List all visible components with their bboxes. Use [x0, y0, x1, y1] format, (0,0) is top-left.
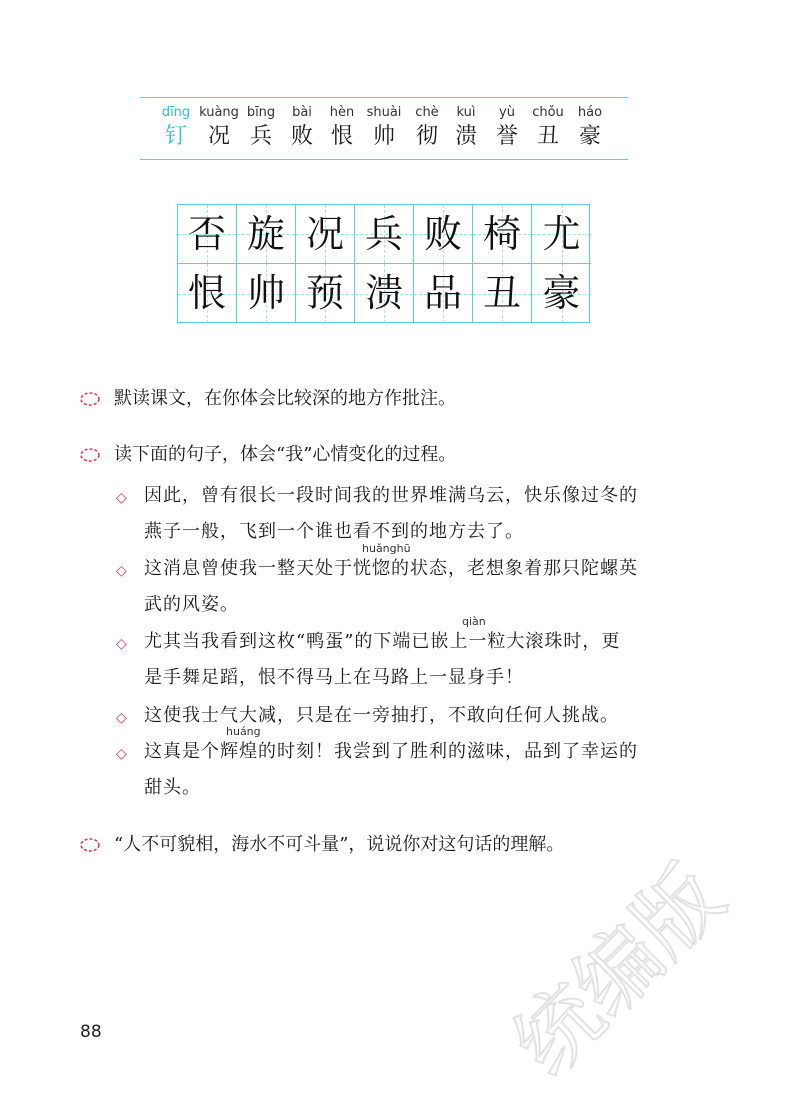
- pinyin-char: 兵: [249, 124, 272, 149]
- pinyin-text: shuài: [366, 105, 402, 120]
- pinyin-text: chǒu: [532, 105, 564, 120]
- grid-cell: [355, 205, 414, 264]
- task-text: 读下面的句子，体会“我”心情变化的过程。: [114, 444, 457, 465]
- grid-cell: [237, 264, 296, 323]
- grid-char: 败: [423, 212, 462, 256]
- grid-char: 尤: [542, 212, 581, 256]
- diamond-icon: ◇: [116, 636, 127, 652]
- grid-cell: [473, 264, 532, 323]
- pinyin-text: háo: [577, 105, 603, 120]
- grid-cell: [414, 264, 473, 323]
- dashed-circle-icon: [80, 838, 100, 852]
- grid-cell: [473, 205, 532, 264]
- grid-char: 豪: [542, 271, 581, 315]
- pinyin-char: 恨: [330, 124, 353, 149]
- grid-cell: [414, 205, 473, 264]
- pinyin-text: hèn: [329, 105, 355, 120]
- pinyin-band-bottom-line: [140, 159, 628, 160]
- grid-char: 预: [305, 271, 344, 315]
- grid-cell: [532, 264, 591, 323]
- pinyin-band: [140, 104, 628, 154]
- task-text: “人不可貌相，海水不可斗量”，说说你对这句话的理解。: [114, 834, 565, 855]
- task-item: [80, 384, 720, 414]
- grid-cell: [296, 205, 355, 264]
- grid-char: 否: [187, 212, 226, 256]
- quote-line: 这真是个辉煌的时刻！我尝到了胜利的滋味，品到了幸运的: [144, 741, 638, 762]
- pinyin-text: bīng: [246, 105, 276, 120]
- pinyin-annotation: qiàn: [462, 615, 486, 628]
- quote-line: 武的风姿。: [144, 594, 239, 615]
- page-number: 88: [80, 1022, 102, 1042]
- watermark: [494, 840, 780, 1100]
- pinyin-char: 溃: [454, 124, 477, 149]
- quote-line: 是手舞足蹈，恨不得马上在马路上一显身手！: [144, 667, 524, 688]
- dashed-circle-icon: [80, 448, 100, 462]
- grid-cell: [296, 264, 355, 323]
- pinyin-text: chè: [415, 105, 439, 120]
- pinyin-char: 况: [207, 124, 230, 149]
- pinyin-band-top-line: [140, 97, 628, 98]
- task-item: [80, 440, 720, 470]
- watermark-text: 统编版: [494, 846, 743, 1095]
- grid-char: 溃: [364, 271, 403, 315]
- quote-line: 尤其当我看到这枚“鸭蛋”的下端已嵌上一粒大滚珠时，更: [144, 631, 621, 652]
- grid-cell: [355, 264, 414, 323]
- grid-char: 恨: [187, 271, 226, 315]
- pinyin-item: [560, 104, 620, 152]
- pinyin-char: 帅: [372, 124, 395, 149]
- grid-char: 况: [305, 212, 344, 256]
- quote-line: 甜头。: [144, 777, 201, 798]
- quote-line: 这消息曾使我一整天处于恍惚的状态，老想象着那只陀螺英: [144, 558, 638, 579]
- grid-cell: [237, 205, 296, 264]
- grid-char: 帅: [246, 271, 285, 315]
- pinyin-annotation: huǎnghū: [362, 542, 411, 555]
- quote-line: 这使我士气大减，只是在一旁抽打，不敢向任何人挑战。: [144, 705, 619, 726]
- pinyin-char: 彻: [415, 124, 438, 149]
- grid-cell: [178, 264, 237, 323]
- pinyin-annotation: huáng: [226, 725, 261, 738]
- grid-char: 旋: [246, 212, 285, 256]
- diamond-icon: ◇: [116, 710, 127, 726]
- pinyin-text: bài: [292, 105, 312, 120]
- pinyin-char: 丑: [536, 124, 559, 149]
- pinyin-text: dīng: [161, 105, 191, 120]
- quote-line: 因此，曾有很长一段时间我的世界堆满乌云，快乐像过冬的: [144, 485, 638, 506]
- grid-cell: [178, 205, 237, 264]
- grid-cell: [532, 205, 591, 264]
- grid-char: 品: [423, 271, 462, 315]
- grid-char: 椅: [482, 212, 521, 256]
- pinyin-char: 败: [290, 124, 313, 149]
- pinyin-char: 誉: [495, 124, 518, 149]
- pinyin-char: 钉: [164, 124, 187, 149]
- task-text: 默读课文，在你体会比较深的地方作批注。: [114, 388, 456, 409]
- pinyin-char: 豪: [578, 124, 601, 149]
- diamond-icon: ◇: [116, 746, 127, 762]
- diamond-icon: ◇: [116, 490, 127, 506]
- quote-line: 燕子一般，飞到一个谁也看不到的地方去了。: [144, 521, 524, 542]
- writing-grid: [177, 204, 590, 323]
- diamond-icon: ◇: [116, 563, 127, 579]
- dashed-circle-icon: [80, 392, 100, 406]
- pinyin-text: kuì: [456, 105, 476, 120]
- pinyin-text: yù: [499, 105, 515, 120]
- grid-char: 丑: [482, 271, 521, 315]
- grid-char: 兵: [364, 212, 403, 256]
- pinyin-text: kuàng: [199, 105, 239, 120]
